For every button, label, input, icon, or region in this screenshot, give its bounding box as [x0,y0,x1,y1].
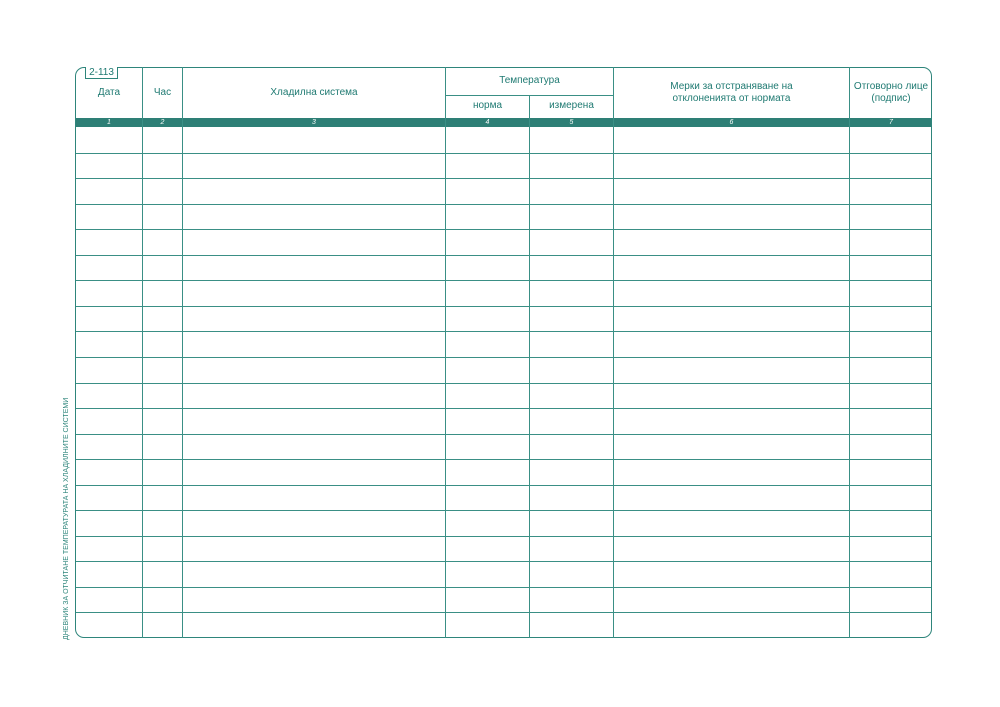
row-line [76,587,931,588]
row-line [76,357,931,358]
row-line [76,536,931,537]
header-temp-measured: измерена [549,100,594,111]
column-number-6: 6 [729,119,734,126]
row-line [76,331,931,332]
column-number-7: 7 [889,119,893,126]
row-line [76,408,931,409]
header-responsible [850,81,932,105]
row-line [76,434,931,435]
row-line [76,178,931,179]
row-line [76,510,931,511]
header-cooling-system: Хладилна система [270,87,358,98]
column-number-1: 1 [107,119,111,126]
row-line [76,612,931,613]
header-measures [614,81,849,105]
row-line [76,561,931,562]
header-temp-norm: норма [472,100,503,111]
header-measures-line1: Мерки за отстраняване на [670,81,793,92]
column-number-2: 2 [160,119,165,126]
header-measures-line2: отклоненията от нормата [672,93,791,104]
column-number-3: 3 [312,119,316,126]
header-temperature: Температура [499,75,560,86]
row-line [76,459,931,460]
row-line [76,255,931,256]
row-line [76,229,931,230]
row-line [76,383,931,384]
column-number-5: 5 [569,119,574,126]
form-code: 2-113 [85,67,118,79]
row-line [76,306,931,307]
side-title: ДНЕВНИК ЗА ОТЧИТАНЕ ТЕМПЕРАТУРАТА НА ХЛАДИЛНИТЕ СИСТЕМИ [63,397,70,640]
header-responsible-line1: Отговорно лице [853,81,929,92]
row-line [76,485,931,486]
row-line [76,153,931,154]
header-hour: Час [153,87,172,98]
column-line [529,95,530,638]
header-responsible-line2: (подпис) [871,93,911,104]
column-number-4: 4 [485,119,490,126]
header-date: Дата [97,87,121,98]
row-line [76,204,931,205]
row-line [76,280,931,281]
